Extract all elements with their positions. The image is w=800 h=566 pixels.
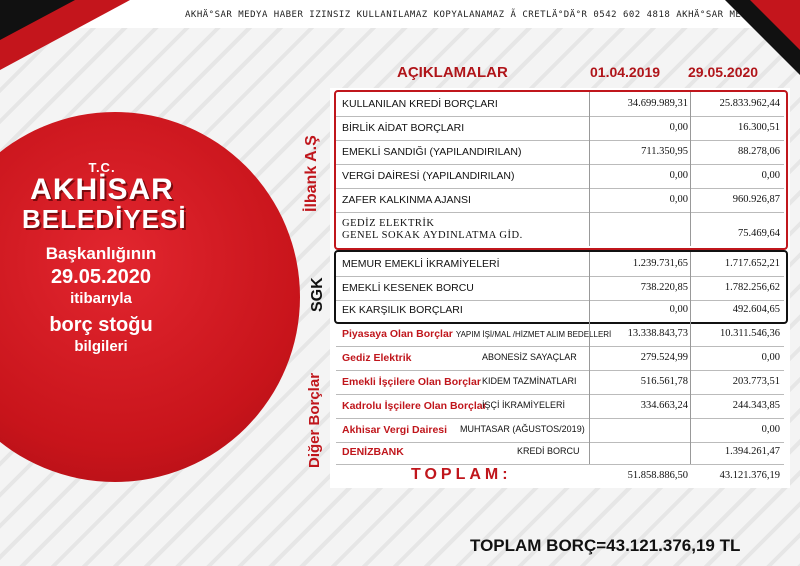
grand-total: TOPLAM BORÇ=43.121.376,19 TL [470, 536, 741, 555]
row-value-2020: 492.604,65 [732, 304, 780, 315]
row-label: EMEKLİ KESENEK BORCU [342, 282, 474, 294]
row-label-line-2: GENEL SOKAK AYDINLATMA GİD. [342, 230, 523, 241]
debt-description: KREDİ BORCU [517, 446, 580, 456]
row-label [342, 424, 585, 436]
ilbank-group-label: İlbank A.Ş [303, 135, 320, 212]
table-row [336, 140, 784, 165]
logo-belediye: BELEDİYESİ [22, 204, 187, 234]
row-label [342, 218, 523, 242]
column-header-date-2: 29.05.2020 [688, 64, 759, 80]
row-value-2020: 960.926,87 [732, 194, 780, 205]
corner-decoration-right-red [750, 0, 800, 50]
row-value-2019: 0,00 [669, 170, 688, 181]
row-value-2020: 75.469,64 [738, 228, 780, 239]
row-value-2020: 0,00 [761, 170, 780, 181]
debt-name: Piyasaya Olan Borçlar [342, 328, 453, 340]
column-header-date-1: 01.04.2019 [590, 64, 661, 80]
table-row [336, 164, 784, 189]
row-value-2020: 10.311.546,36 [720, 328, 780, 339]
table-row [336, 298, 784, 322]
row-value-2019: 738.220,85 [640, 282, 688, 293]
table-row [336, 394, 784, 419]
row-label [342, 446, 580, 458]
intro-line-5: bilgileri [74, 338, 128, 355]
debt-name: Akhisar Vergi Dairesi [342, 424, 448, 436]
diger-group-label: Diğer Borçlar [306, 372, 323, 468]
row-value-2019: 516.561,78 [640, 376, 688, 387]
row-label-line-1: GEDİZ ELEKTRİK [342, 218, 435, 229]
row-label [342, 328, 611, 340]
row-value-2019: 13.338.843,73 [627, 328, 688, 339]
row-label [342, 352, 577, 364]
table-row [336, 116, 784, 141]
row-value-2020: 0,00 [761, 424, 780, 435]
total-row [336, 462, 784, 488]
row-value-2019: 0,00 [669, 304, 688, 315]
debt-name: Gediz Elektrik [342, 352, 412, 364]
debt-description: İŞÇİ İKRAMİYELERİ [482, 400, 566, 410]
total-value-2019: 51.858.886,50 [627, 470, 688, 481]
row-value-2020: 0,00 [761, 352, 780, 363]
row-value-2019: 711.350,95 [641, 146, 688, 157]
debt-description: MUHTASAR (AĞUSTOS/2019) [460, 424, 585, 434]
table-row [336, 370, 784, 395]
row-value-2020: 1.717.652,21 [724, 258, 780, 269]
municipality-logo [22, 160, 187, 234]
row-value-2020: 88.278,06 [738, 146, 780, 157]
row-label: EMEKLİ SANDIĞI (YAPILANDIRILAN) [342, 146, 522, 158]
sgk-group-label: SGK [309, 277, 326, 312]
total-value-2020: 43.121.376,19 [719, 470, 780, 481]
row-value-2019: 279.524,99 [640, 352, 688, 363]
table-row [336, 92, 784, 117]
row-value-2020: 1.394.261,47 [724, 446, 780, 457]
debt-description: ABONESİZ SAYAÇLAR [482, 352, 577, 362]
logo-tc: T.C. [88, 160, 116, 175]
row-label: KULLANILAN KREDİ BORÇLARI [342, 98, 498, 110]
intro-line-3: itibarıyla [70, 290, 132, 307]
row-value-2019: 0,00 [669, 122, 688, 133]
logo-city: AKHİSAR [30, 173, 174, 206]
intro-line-4: borç stoğu [49, 314, 153, 336]
corner-decoration-left-black [0, 0, 75, 40]
debt-name: Kadrolu İşçilere Olan Borçlar [342, 400, 487, 412]
intro-date: 29.05.2020 [50, 266, 152, 288]
row-label: MEMUR EMEKLİ İKRAMİYELERİ [342, 258, 500, 270]
row-value-2020: 16.300,51 [738, 122, 780, 133]
row-label: EK KARŞILIK BORÇLARI [342, 304, 463, 316]
row-value-2020: 203.773,51 [732, 376, 780, 387]
row-value-2019: 0,00 [669, 194, 688, 205]
row-label [342, 376, 577, 388]
debt-name: DENİZBANK [342, 446, 404, 458]
row-value-2019: 34.699.989,31 [627, 98, 688, 109]
intro-text [16, 243, 186, 357]
row-value-2019: 334.663,24 [640, 400, 688, 411]
table-row [336, 188, 784, 213]
debt-name: Emekli İşçilere Olan Borçlar [342, 376, 481, 388]
row-value-2020: 1.782.256,62 [724, 282, 780, 293]
table-row [336, 212, 784, 246]
total-label: TOPLAM: [411, 466, 512, 483]
table-row [336, 252, 784, 277]
table-title: AÇIKLAMALAR [397, 64, 508, 81]
row-value-2020: 25.833.962,44 [719, 98, 780, 109]
row-value-2020: 244.343,85 [732, 400, 780, 411]
row-value-2019: 1.239.731,65 [632, 258, 688, 269]
row-label [342, 400, 566, 412]
row-label: BİRLİK AİDAT BORÇLARI [342, 122, 465, 134]
watermark-text: AKHÄ°SAR MEDYA HABER IZINSIZ KULLANILAMAZ KOPYALANAMAZ Ã CRETLÄ°DÄ°R 0542 602 4818 AKHÄ°SAR MEDYA [185, 10, 760, 20]
debt-description: KIDEM TAZMİNATLARI [482, 376, 577, 386]
row-label: VERGİ DAİRESİ (YAPILANDIRILAN) [342, 170, 515, 182]
debt-description: YAPIM İŞİ/MAL /HİZMET ALIM BEDELLERİ [455, 330, 612, 339]
row-label: ZAFER KALKINMA AJANSI [342, 194, 471, 206]
table-row [336, 346, 784, 371]
intro-line-1: Başkanlığının [45, 244, 157, 263]
table-row [336, 322, 784, 347]
